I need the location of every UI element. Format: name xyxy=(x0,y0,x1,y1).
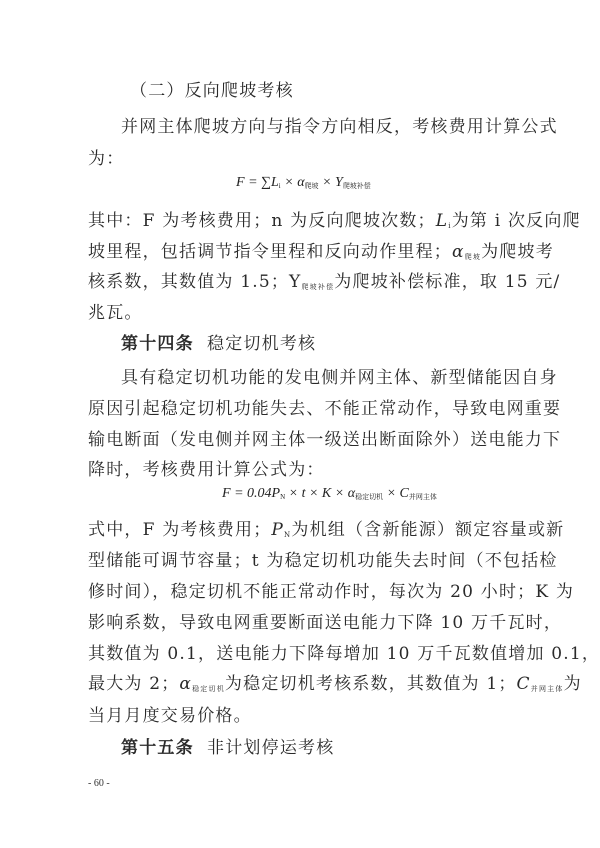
paragraph-line: 降时，考核费用计算公式为： xyxy=(88,460,325,480)
paragraph-line: 坡里程，包括调节指令里程和反向动作里程；$\alpha_{爬坡}$为爬坡考 xyxy=(88,242,554,262)
article-title: 稳定切机考核 xyxy=(207,334,317,354)
article-title: 非计划停运考核 xyxy=(207,738,335,758)
paragraph-line: 原因引起稳定切机功能失去、不能正常动作，导致电网重要 xyxy=(88,399,562,419)
formula-stability-trip: $F = 0.04P_N \times t \times K \times \alpha_{稳定切机} \times C_{并网主体}$ xyxy=(222,486,437,501)
paragraph-line: 影响系数，导致电网重要断面送电能力下降 10 万千瓦时， xyxy=(88,613,563,633)
paragraph-line: 其数值为 0.1，送电能力下降每增加 10 万千瓦数值增加 0.1， xyxy=(88,644,600,664)
paragraph-line: 核系数，其数值为 1.5；$Y_{爬坡补偿}$为爬坡补偿标准，取 15 元/ xyxy=(88,272,561,292)
paragraph-line: 型储能可调节容量；t 为稳定切机功能失去时间（不包括检 xyxy=(88,551,558,571)
paragraph-line: 当月月度交易价格。 xyxy=(88,706,252,726)
paragraph-line: 式中，F 为考核费用；$P_N$为机组（含新能源）额定容量或新 xyxy=(88,520,565,540)
article-number: 第十四条 xyxy=(121,334,194,354)
paragraph-line: 输电断面（发电侧并网主体一级送出断面除外）送电能力下 xyxy=(88,430,562,450)
paragraph-line: 并网主体爬坡方向与指令方向相反，考核费用计算公式 xyxy=(121,117,558,137)
article-14-heading xyxy=(121,333,316,355)
paragraph-line: 其中：F 为考核费用；n 为反向爬坡次数；$L_i$为第 i 次反向爬 xyxy=(88,211,581,231)
paragraph-line: 为： xyxy=(88,149,125,169)
article-number: 第十五条 xyxy=(121,738,194,758)
section-title: （二）反向爬坡考核 xyxy=(130,81,294,101)
paragraph-line: 修时间），稳定切机不能正常动作时，每次为 20 小时；K 为 xyxy=(88,582,575,602)
article-15-heading xyxy=(121,737,334,759)
paragraph-line: 兆瓦。 xyxy=(88,303,143,323)
paragraph-line: 具有稳定切机功能的发电侧并网主体、新型储能因自身 xyxy=(121,368,558,388)
formula-reverse-ramp: $F = \sum L_i \times \alpha_{爬坡} \times Y_{爬坡补偿}$ xyxy=(236,175,371,190)
page-number: - 60 - xyxy=(88,778,110,789)
paragraph-line: 最大为 2；$\alpha_{稳定切机}$为稳定切机考核系数，其数值为 1；$C_{并网主体}$为 xyxy=(88,674,582,694)
